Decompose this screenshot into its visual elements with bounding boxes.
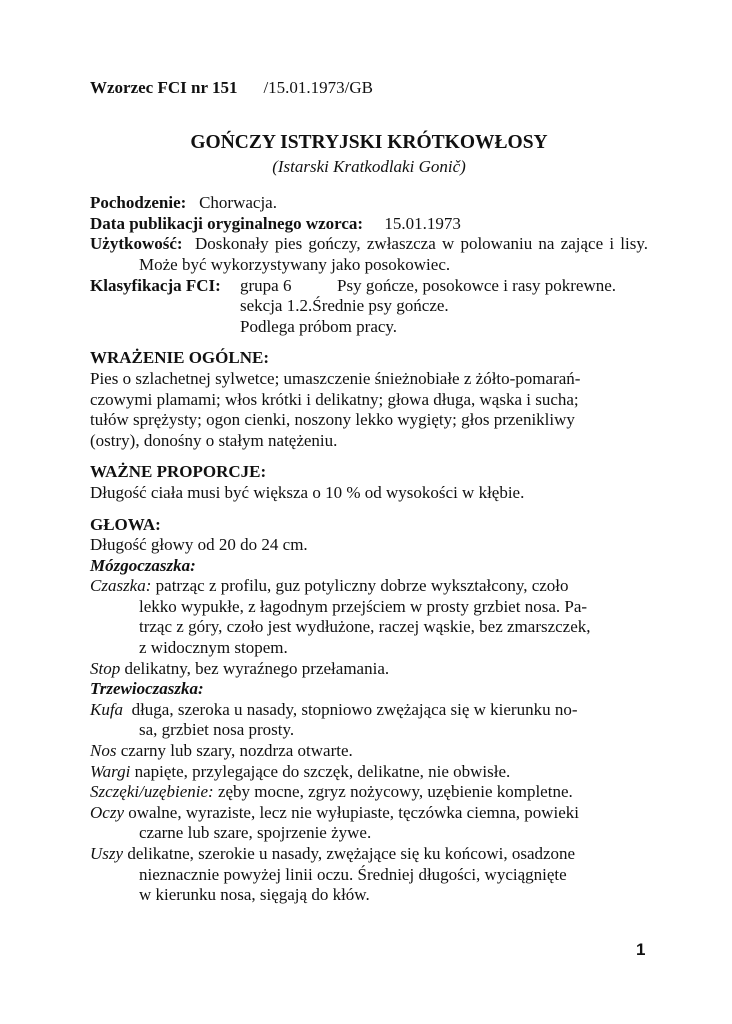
origin-row <box>90 193 648 214</box>
ears-entry <box>90 844 648 906</box>
general-appearance-section <box>90 348 648 451</box>
nose-entry <box>90 741 648 762</box>
proportions-section <box>90 462 648 503</box>
skull-line: trząc z góry, czoło jest wydłużone, raczej wąskie, bez zmarszczek, <box>139 617 591 637</box>
skull-line: lekko wypukłe, z łagodnym przejściem w prosty grzbiet nosa. Pa- <box>139 596 588 616</box>
classification-group-desc: Psy gończe, posokowce i rasy pokrewne. <box>337 275 617 295</box>
ears-term: Uszy <box>90 844 124 863</box>
muzzle-term: Kufa <box>90 699 124 719</box>
general-appearance-line: tułów sprężysty; ogon cienki, noszony lekko wygięty; głos przenikliwy <box>90 410 575 430</box>
lips-text: napięte, przylegające do szczęk, delikatne, nie obwisłe. <box>134 761 511 781</box>
proportions-text: Długość ciała musi być większa o 10 % od wysokości w kłębie. <box>90 482 525 502</box>
breed-native-name: (Istarski Kratkodlaki Gonič) <box>272 156 466 176</box>
general-appearance-line: czowymi plamami; włos krótki i delikatny; głowa długa, wąska i sucha; <box>90 389 579 409</box>
standard-number: Wzorzec FCI nr 151 <box>90 78 238 97</box>
muzzle-line: sa, grzbiet nosa prosty. <box>139 720 295 740</box>
working-trial-note: Podlega próbom pracy. <box>240 316 398 336</box>
stop-text: delikatny, bez wyraźnego przełamania. <box>124 658 390 678</box>
stop-entry <box>90 659 648 680</box>
usage-text-1: Doskonały pies gończy, zwłaszcza w polowaniu na zające <box>194 234 604 254</box>
classification-section: sekcja 1.2. <box>240 296 313 316</box>
eyes-line: owalne, wyraziste, lecz nie wyłupiaste, tęczówka ciemna, powieki <box>128 802 580 822</box>
skull-entry <box>90 576 648 658</box>
stop-term: Stop <box>90 658 121 678</box>
muzzle-line: długa, szeroka u nasady, stopniowo zwężająca się w kierunku no- <box>131 699 578 719</box>
classification-group: grupa 6 <box>240 275 292 295</box>
facial-region-heading: Trzewioczaszka: <box>90 679 204 699</box>
skull-line: z widocznym stopem. <box>139 638 288 658</box>
origin-label: Pochodzenie: <box>90 193 187 213</box>
cranial-region-heading: Mózgoczaszka: <box>90 555 196 575</box>
muzzle-entry <box>90 700 648 741</box>
classification-row <box>90 276 648 297</box>
skull-line: patrząc z profilu, guz potyliczny dobrze wykształcony, czoło <box>155 576 569 596</box>
skull-term: Czaszka: <box>90 576 152 596</box>
eyes-entry <box>90 803 648 844</box>
jaws-entry <box>90 782 648 803</box>
classification-section-desc: Średnie psy gończe. <box>312 296 449 316</box>
pubdate-value: 15.01.1973 <box>384 213 461 233</box>
breed-title: GOŃCZY ISTRYJSKI KRÓTKOWŁOSY <box>190 131 548 153</box>
proportions-heading: WAŻNE PROPORCJE: <box>90 462 267 482</box>
standard-header <box>90 78 648 99</box>
info-block <box>90 193 648 337</box>
pubdate-label: Data publikacji oryginalnego wzorca: <box>90 213 364 233</box>
ears-line: nieznacznie powyżej linii oczu. Średniej długości, wyciągnięte <box>139 864 567 884</box>
ears-line: w kierunku nosa, sięgają do kłów. <box>139 885 370 905</box>
lips-entry <box>90 762 648 783</box>
classification-label: Klasyfikacja FCI: <box>90 275 221 295</box>
general-appearance-line: (ostry), donośny o stałym natężeniu. <box>90 430 338 450</box>
nose-text: czarny lub szary, nozdrza otwarte. <box>120 741 353 761</box>
jaws-text: zęby mocne, zgryz nożycowy, uzębienie kompletne. <box>217 782 573 802</box>
eyes-term: Oczy <box>90 802 124 822</box>
jaws-term: Szczęki/uzębienie: <box>90 782 214 802</box>
head-length: Długość głowy od 20 do 24 cm. <box>90 535 308 555</box>
ears-line: delikatne, szerokie u nasady, zwężające się ku końcowi, osadzone <box>127 844 576 863</box>
document-page <box>90 78 648 906</box>
origin-value: Chorwacja. <box>199 193 277 213</box>
nose-term: Nos <box>90 741 117 761</box>
head-heading: GŁOWA: <box>90 514 161 534</box>
usage-row <box>90 234 648 275</box>
classification-section-row <box>90 296 648 317</box>
usage-text-2: i lisy. Może być wykorzystywany jako posokowiec. <box>139 234 649 274</box>
usage-label: Użytkowość: <box>90 234 183 254</box>
general-appearance-line: Pies o szlachetnej sylwetce; umaszczenie śnieżnobiałe z żółto-pomarań- <box>90 368 581 388</box>
head-section <box>90 515 648 906</box>
general-appearance-heading: WRAŻENIE OGÓLNE: <box>90 348 269 368</box>
eyes-line: czarne lub szare, spojrzenie żywe. <box>139 823 372 843</box>
standard-date: /15.01.1973/GB <box>263 78 374 97</box>
lips-term: Wargi <box>90 761 131 781</box>
page-number: 1 <box>636 940 646 959</box>
pubdate-row <box>90 214 648 235</box>
